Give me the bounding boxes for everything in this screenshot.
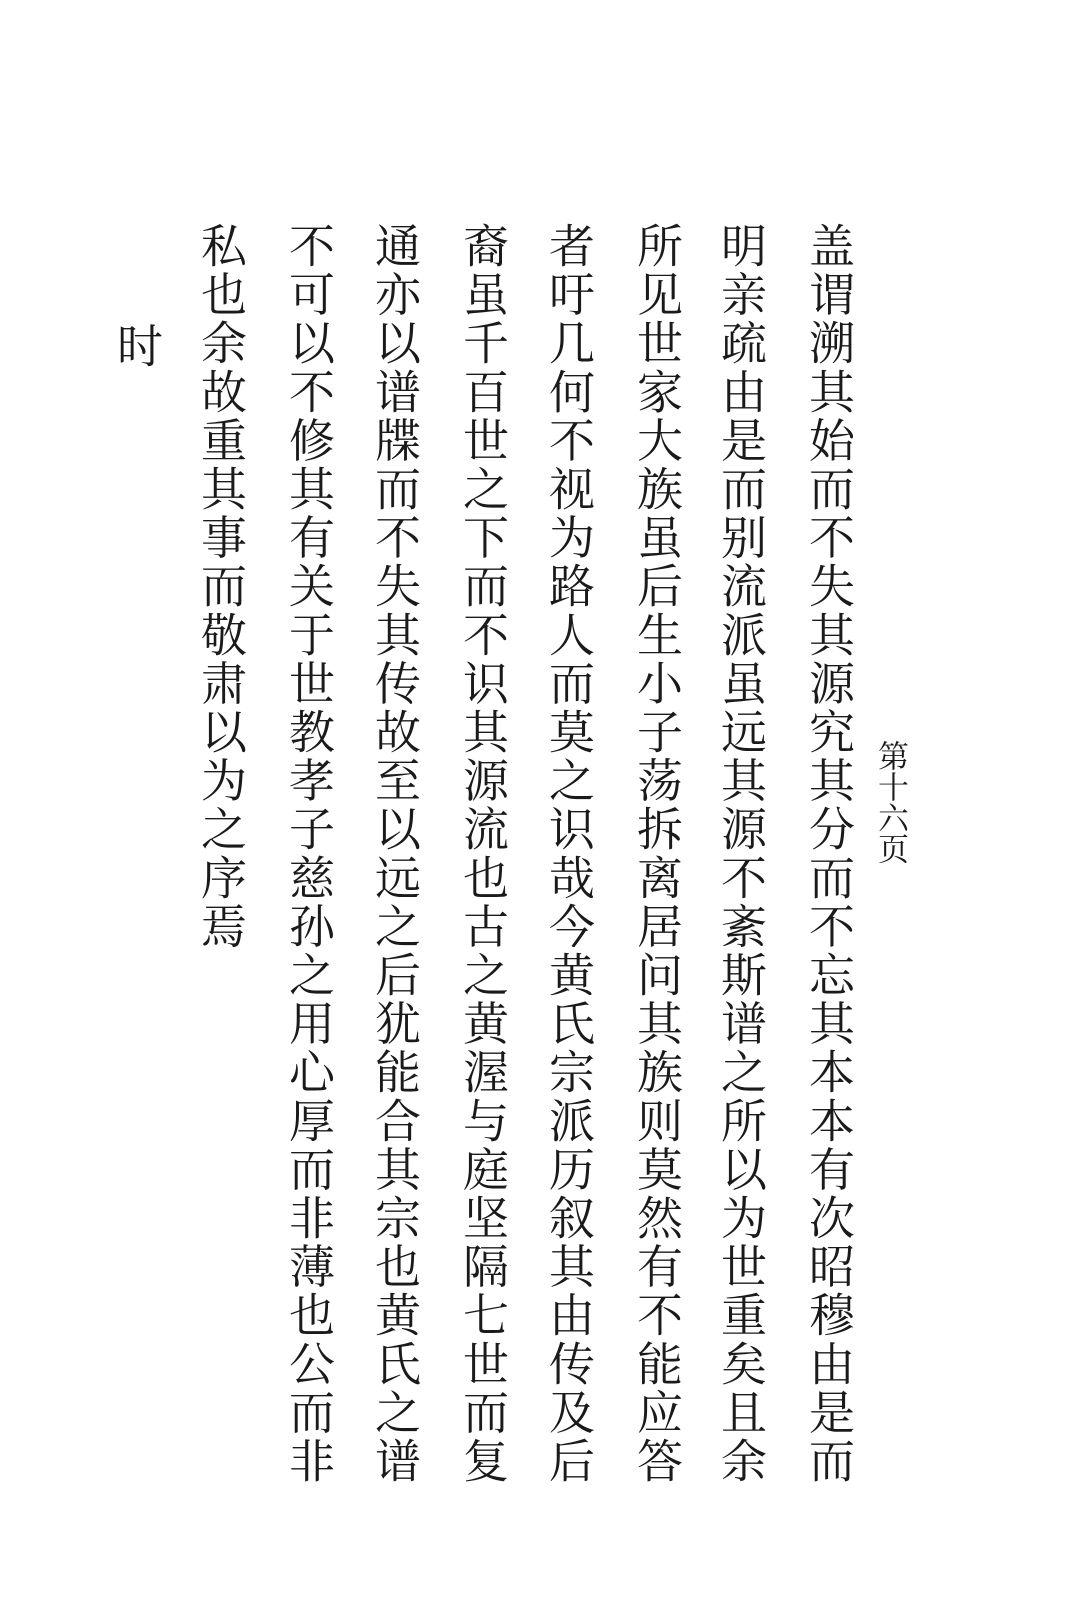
text-column-1: 盖谓溯其始而不失其源究其分而不忘其本本有次昭穆由是而 — [802, 222, 856, 1486]
text-column-7: 不可以不修其有关于世教孝子慈孙之用心厚而非薄也公而非 — [282, 222, 336, 1486]
text-column-9: 时 — [110, 322, 164, 371]
text-column-5: 裔虽千百世之下而不识其源流也古之黄渥与庭坚隔七世而复 — [456, 222, 510, 1486]
text-column-8: 私也余故重其事而敬肃以为之序焉 — [194, 222, 248, 951]
text-column-4: 者吁几何不视为路人而莫之识哉今黄氏宗派历叙其由传及后 — [542, 222, 596, 1486]
text-column-3: 所见世家大族虽后生小子荡拆离居问其族则莫然有不能应答 — [630, 222, 684, 1486]
page-number: 第十六页 — [872, 740, 908, 864]
text-column-2: 明亲疏由是而别流派虽远其源不紊斯谱之所以为世重矣且余 — [714, 222, 768, 1486]
text-column-6: 通亦以谱牒而不失其传故至以远之后犹能合其宗也黄氏之谱 — [368, 222, 422, 1486]
